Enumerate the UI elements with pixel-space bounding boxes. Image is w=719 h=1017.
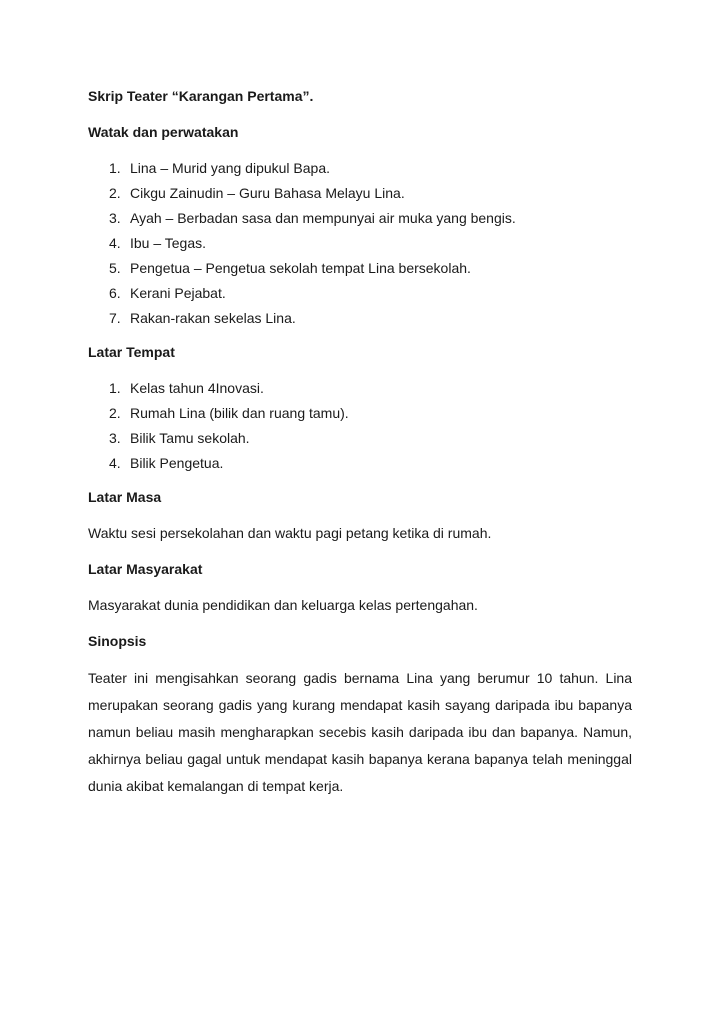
list-item: 2. Rumah Lina (bilik dan ruang tamu). bbox=[109, 405, 349, 421]
list-item: 3. Ayah – Berbadan sasa dan mempunyai air muka yang bengis. bbox=[109, 210, 516, 226]
document-title: Skrip Teater “Karangan Pertama”. bbox=[88, 88, 314, 104]
list-item: 3. Bilik Tamu sekolah. bbox=[109, 430, 250, 446]
list-item: 5. Pengetua – Pengetua sekolah tempat Lina bersekolah. bbox=[109, 260, 471, 276]
sinopsis-text: Teater ini mengisahkan seorang gadis bernama Lina yang berumur 10 tahun. Lina merupakan seorang gadis yang kurang mendapat kasih sayang daripada ibu bapanya namun beliau masih mengharapkan secebis kasih daripada ibu dan bapanya. Namun, akhirnya beliau gagal untuk mendapat kasih bapanya kerana bapanya telah meninggal dunia akibat kemalangan di tempat kerja. bbox=[88, 670, 632, 794]
section-heading-latar-masyarakat: Latar Masyarakat bbox=[88, 561, 203, 577]
section-heading-latar-masa: Latar Masa bbox=[88, 489, 162, 505]
list-item: 1. Kelas tahun 4Inovasi. bbox=[109, 380, 264, 396]
latar-masa-text: Waktu sesi persekolahan dan waktu pagi petang ketika di rumah. bbox=[88, 525, 492, 541]
list-item: 7. Rakan-rakan sekelas Lina. bbox=[109, 310, 296, 326]
document-content bbox=[88, 86, 632, 800]
watak-list bbox=[88, 158, 632, 333]
section-heading-latar-tempat: Latar Tempat bbox=[88, 344, 175, 360]
list-item: 4. Ibu – Tegas. bbox=[109, 235, 207, 251]
section-heading-watak: Watak dan perwatakan bbox=[88, 124, 239, 140]
list-item: 6. Kerani Pejabat. bbox=[109, 285, 226, 301]
list-item: 1. Lina – Murid yang dipukul Bapa. bbox=[109, 160, 331, 176]
list-item: 4. Bilik Pengetua. bbox=[109, 455, 224, 471]
latar-masyarakat-text: Masyarakat dunia pendidikan dan keluarga kelas pertengahan. bbox=[88, 597, 478, 613]
list-item: 2. Cikgu Zainudin – Guru Bahasa Melayu Lina. bbox=[109, 185, 405, 201]
section-heading-sinopsis: Sinopsis bbox=[88, 633, 147, 649]
latar-tempat-list bbox=[88, 378, 632, 478]
